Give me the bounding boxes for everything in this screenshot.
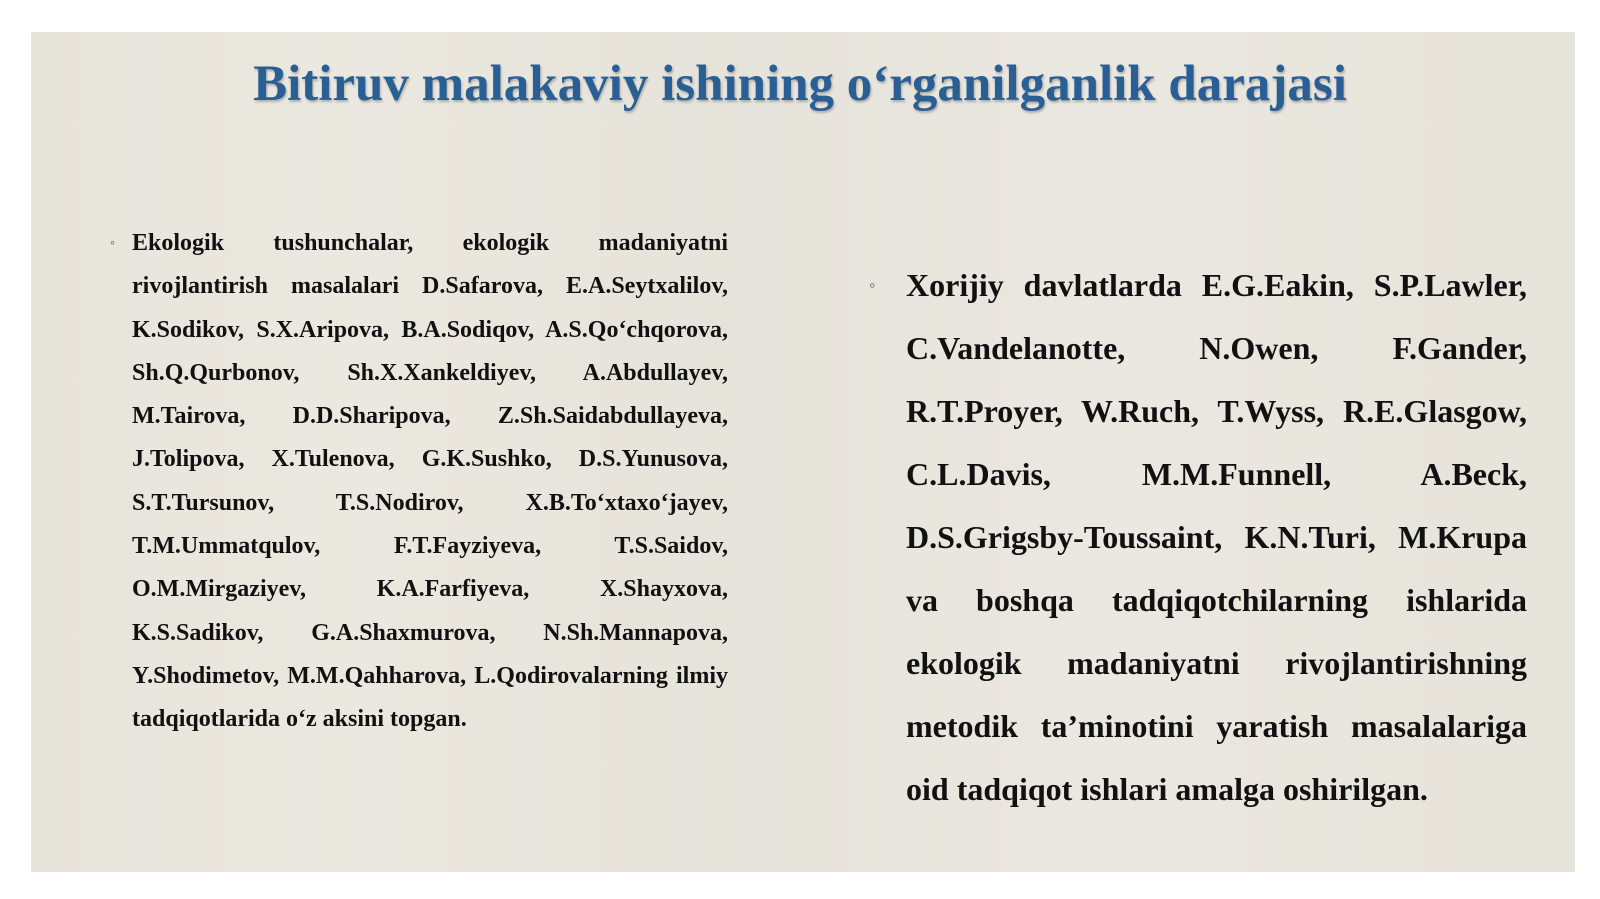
left-bullet-text: Ekologik tushunchalar, ekologik madaniyatni rivojlantirish masalalari D.Safarova, E.A.Seytxalilov, K.Sodikov, S.X.Aripova, B.A.Sodiqov, A.S.Qo‘chqorova, Sh.Q.Qurbonov, Sh.X.Xankeldiyev, A.Abdullayev, M.Tairova, D.D.Sharipova, Z.Sh.Saidabdullayeva, J.Tolipova, X.Tulenova, G.K.Sushko, D.S.Yunusova, S.T.Tursunov, T.S.Nodirov, X.B.To‘xtaxo‘jayev, T.M.Ummatqulov, F.T.Fayziyeva, T.S.Saidov, O.M.Mirgaziyev, K.A.Farfiyeva, X.Shayxova, K.S.Sadikov, G.A.Shaxmurova, N.Sh.Mannapova, Y.Shodimetov, M.M.Qahharova, L.Qodirovalarning ilmiy tadqiqotlarida o‘z aksini topgan.: [132, 230, 728, 733]
right-bullet-text: Xorijiy davlatlarda E.G.Eakin, S.P.Lawler, C.Vandelanotte, N.Owen, F.Gander, R.T.Proyer, W.Ruch, T.Wyss, R.E.Glasgow, C.L.Davis, M.M.Funnell, A.Beck, D.S.Grigsby-Toussaint, K.N.Turi, M.Krupa va boshqa tadqiqotchilarning ishlarida ekologik madaniyatni rivojlantirishning metodik ta’minotini yaratish masalalariga oid tadqiqot ishlari amalga oshirilgan.: [906, 267, 1527, 807]
left-bullet-item: [100, 222, 728, 742]
right-text-column: [859, 254, 1527, 821]
left-text-column: [100, 222, 728, 742]
right-bullet-item: [859, 254, 1527, 821]
bullet-icon: ◦: [869, 275, 876, 295]
slide: [31, 32, 1575, 872]
bullet-icon: ◦: [110, 236, 115, 251]
slide-title: Bitiruv malakaviy ishining o‘rganilganlik darajasi: [253, 56, 1347, 112]
